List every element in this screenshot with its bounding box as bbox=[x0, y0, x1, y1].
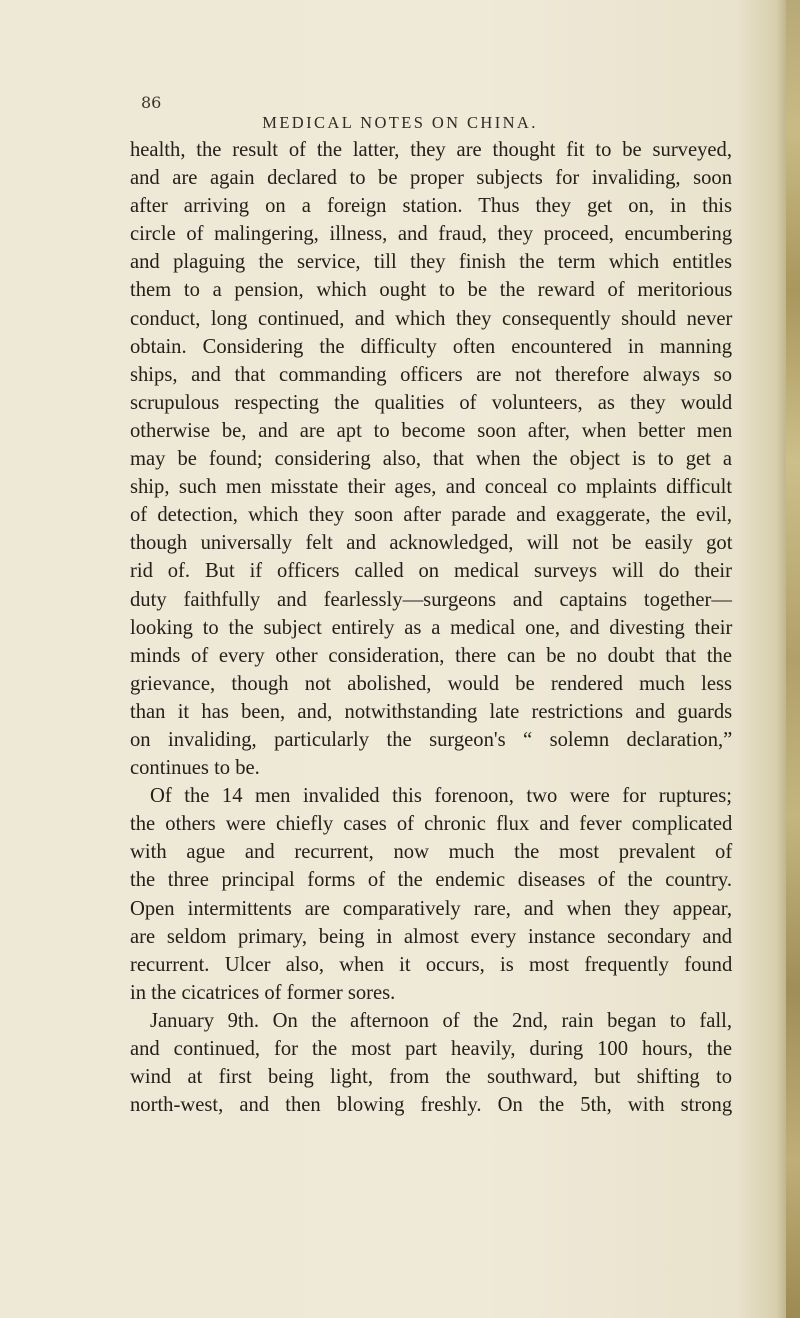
page-number: 86 bbox=[141, 93, 162, 112]
paragraph-3 bbox=[130, 1007, 732, 1119]
text-line: conduct, long continued, and which they consequently should never bbox=[130, 307, 733, 330]
text-line: and continued, for the most part heavily, during 100 hours, the bbox=[130, 1038, 732, 1060]
paragraph-2 bbox=[130, 782, 732, 1007]
text-line: otherwise be, and are apt to become soon after, when better men bbox=[130, 419, 733, 442]
text-line: with ague and recurrent, now much the most prevalent of bbox=[130, 841, 733, 864]
text-line: and are again declared to be proper subjects for invaliding, soon bbox=[130, 167, 732, 190]
text-line: ships, and that commanding officers are not therefore always so bbox=[130, 363, 732, 386]
text-line: on invaliding, particularly the surgeon's “ solemn declaration,” bbox=[130, 728, 733, 751]
text-line: looking to the subject entirely as a medical one, and divesting their bbox=[130, 616, 733, 639]
paragraph-1 bbox=[130, 136, 732, 782]
running-title: MEDICAL NOTES ON CHINA. bbox=[262, 113, 538, 132]
text-line: the others were chiefly cases of chronic flux and fever complicated bbox=[130, 813, 733, 836]
text-line: wind at first being light, from the southward, but shifting to bbox=[130, 1066, 732, 1089]
text-line: grievance, though not abolished, would be rendered much less bbox=[130, 672, 732, 695]
text-line: obtain. Considering the difficulty often encountered in manning bbox=[130, 335, 732, 358]
text-line: though universally felt and acknowledged, will not be easily got bbox=[130, 532, 733, 555]
text-line: may be found; considering also, that when the object is to get a bbox=[130, 448, 732, 471]
text-line: of detection, which they soon after parade and exaggerate, the evil, bbox=[130, 504, 732, 527]
text-line: than it has been, and, notwithstanding late restrictions and guards bbox=[130, 700, 733, 723]
text-line: in the cicatrices of former sores. bbox=[130, 981, 396, 1004]
text-line: Open intermittents are comparatively rare, and when they appear, bbox=[130, 897, 732, 920]
text-line: circle of malingering, illness, and fraud, they proceed, encumbering bbox=[130, 223, 733, 246]
page-edge bbox=[786, 0, 800, 1318]
text-line: the three principal forms of the endemic diseases of the country. bbox=[130, 869, 732, 892]
text-line: scrupulous respecting the qualities of volunteers, as they would bbox=[130, 391, 733, 414]
text-line: after arriving on a foreign station. Thus they get on, in this bbox=[130, 195, 732, 218]
text-line: north-west, and then blowing freshly. On the 5th, with strong bbox=[130, 1094, 733, 1117]
text-line: ship, such men misstate their ages, and conceal co mplaints difficult bbox=[130, 476, 733, 499]
text-line: recurrent. Ulcer also, when it occurs, is most frequently found bbox=[130, 953, 733, 976]
text-line: duty faithfully and fearlessly—surgeons and captains together— bbox=[130, 588, 732, 611]
text-line: them to a pension, which ought to be the reward of meritorious bbox=[130, 279, 733, 302]
text-line: rid of. But if officers called on medical surveys will do their bbox=[130, 560, 732, 583]
text-line: are seldom primary, being in almost every instance secondary and bbox=[130, 925, 733, 948]
text-line: minds of every other consideration, there can be no doubt that the bbox=[130, 644, 732, 667]
page-gutter-shadow bbox=[776, 0, 786, 1318]
body-text bbox=[130, 136, 732, 1119]
text-line: Of the 14 men invalided this forenoon, two were for ruptures; bbox=[150, 785, 732, 808]
text-line: health, the result of the latter, they are thought fit to be surveyed, bbox=[130, 139, 732, 161]
text-line: continues to be. bbox=[130, 757, 260, 780]
text-line: and plaguing the service, till they finish the term which entitles bbox=[130, 251, 732, 274]
text-line: January 9th. On the afternoon of the 2nd, rain began to fall, bbox=[150, 1009, 732, 1032]
